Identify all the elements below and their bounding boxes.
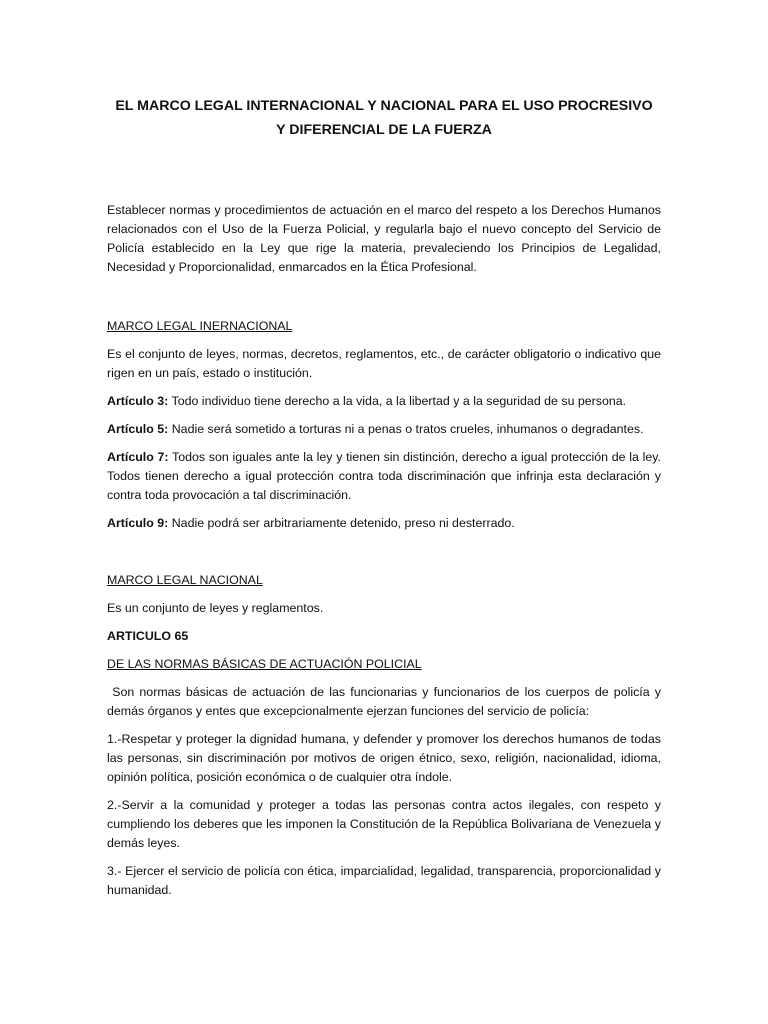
article-3-label: Artículo 3: [107,394,169,408]
article-65-heading: ARTICULO 65 [107,629,189,643]
article-7-text: Todos son iguales ante la ley y tienen sin distinción, derecho a igual protección de la ley. Todos tienen derecho a igual protección contra toda discriminación que infrinja esta declaración y contra toda provocación a tal discriminación. [107,450,661,502]
title-line-1: EL MARCO LEGAL INTERNACIONAL Y NACIONAL PARA EL USO PROCRESIVO [115,98,653,114]
national-definition: Es un conjunto de leyes y reglamentos. [107,601,324,615]
article-3-text: Todo individuo tiene derecho a la vida, a la libertad y a la seguridad de su persona. [168,394,627,408]
national-heading: MARCO LEGAL NACIONAL [107,573,263,587]
intro-paragraph: Establecer normas y procedimientos de actuación en el marco del respeto a los Derechos Humanos relacionados con el Uso de la Fuerza Policial, y regularla bajo el nuevo concepto del Servicio de Policía establecido en la Ley que rige la materia, prevaleciendo los Principios de Legalidad, Necesidad y Proporcionalidad, enmarcados en la Ética Profesional. [107,203,661,274]
international-section [107,317,661,533]
norm-item-3: 3.- Ejercer el servicio de policía con ética, imparcialidad, legalidad, transparencia, proporcionalidad y humanidad. [107,864,661,897]
article-5-label: Artículo 5: [107,422,169,436]
article-9 [107,514,661,533]
norm-item-1: 1.-Respetar y proteger la dignidad humana, y defender y promover los derechos humanos de todas las personas, sin discriminación por motivos de origen étnico, sexo, religión, nacionalidad, idioma, opinión política, posición económica o de cualquier otra índole. [107,732,661,784]
international-definition: Es el conjunto de leyes, normas, decretos, reglamentos, etc., de carácter obligatorio o indicativo que rigen en un país, estado o institución. [107,347,661,380]
national-section [107,571,665,900]
document-title [107,94,661,142]
basic-norms-intro: Son normas básicas de actuación de las funcionarias y funcionarios de los cuerpos de policía y demás órganos y entes que excepcionalmente ejerzan funciones del servicio de policía: [107,685,665,718]
international-heading: MARCO LEGAL INERNACIONAL [107,319,293,333]
article-3 [107,392,661,411]
basic-norms-subheading: DE LAS NORMAS BÁSICAS DE ACTUACIÓN POLICIAL [107,657,422,671]
article-5 [107,420,661,439]
article-9-text: Nadie podrá ser arbitrariamente detenido, preso ni desterrado. [168,516,515,530]
title-line-2: Y DIFERENCIAL DE LA FUERZA [276,122,492,138]
norm-item-2: 2.-Servir a la comunidad y proteger a todas las personas contra actos ilegales, con respeto y cumpliendo los deberes que les imponen la Constitución de la República Bolivariana de Venezuela y demás leyes. [107,798,661,850]
article-5-text: Nadie será sometido a torturas ni a penas o tratos crueles, inhumanos o degradantes. [168,422,644,436]
article-9-label: Artículo 9: [107,516,169,530]
article-7-label: Artículo 7: [107,450,169,464]
article-7 [107,448,661,505]
